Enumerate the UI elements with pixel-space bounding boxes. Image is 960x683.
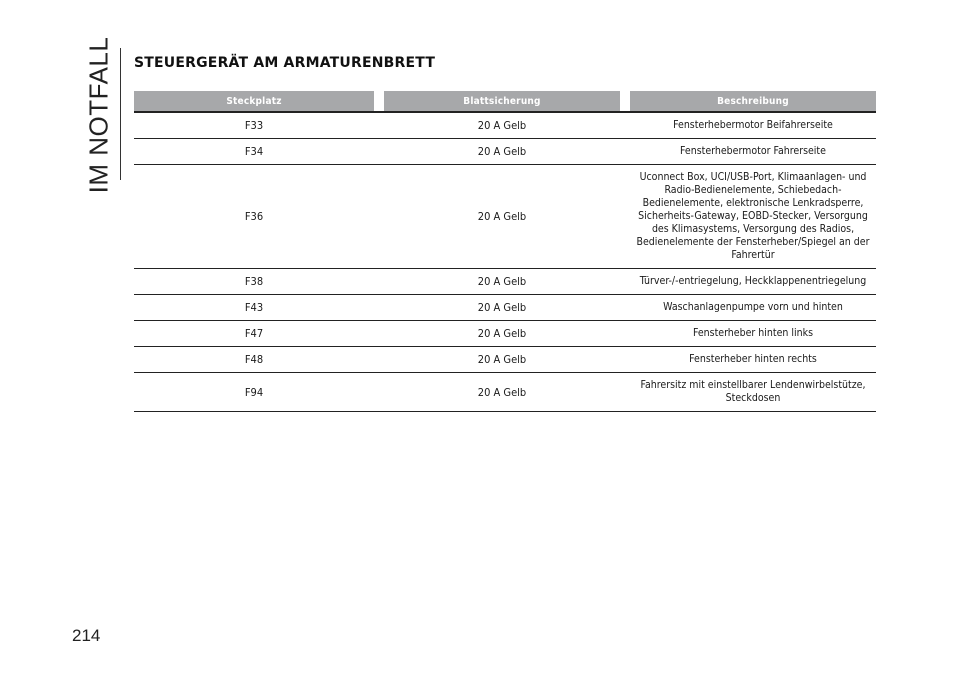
chapter-tab (74, 36, 124, 194)
fuse-cell: 20 A Gelb (374, 165, 630, 269)
slot-cell: F43 (134, 295, 374, 321)
table-row (134, 373, 876, 412)
description-cell: Fahrersitz mit einstellbarer Lendenwirbelstütze, Steckdosen (630, 373, 876, 412)
slot-cell: F48 (134, 347, 374, 373)
description-cell: Waschanlagenpumpe vorn und hinten (630, 295, 876, 321)
table-row (134, 347, 876, 373)
slot-cell: F47 (134, 321, 374, 347)
fuse-cell: 20 A Gelb (374, 347, 630, 373)
chapter-title: IM NOTFALL (83, 36, 114, 194)
table-row (134, 113, 876, 139)
table-row (134, 321, 876, 347)
fuse-cell: 20 A Gelb (374, 269, 630, 295)
slot-cell: F33 (134, 113, 374, 139)
description-cell: Fensterhebermotor Fahrerseite (630, 139, 876, 165)
chapter-divider (120, 48, 121, 180)
description-cell: Fensterheber hinten links (630, 321, 876, 347)
table-header-row (134, 91, 876, 112)
fuse-cell: 20 A Gelb (374, 113, 630, 139)
slot-cell: F34 (134, 139, 374, 165)
table-row (134, 269, 876, 295)
fuse-table (134, 91, 876, 412)
fuse-cell: 20 A Gelb (374, 373, 630, 412)
description-cell: Türver-/-entriegelung, Heckklappenentriegelung (630, 269, 876, 295)
table-row (134, 295, 876, 321)
page-number: 214 (72, 626, 101, 645)
description-cell: Fensterheber hinten rechts (630, 347, 876, 373)
fuse-cell: 20 A Gelb (374, 139, 630, 165)
description-cell: Uconnect Box, UCI/USB-Port, Klimaanlagen- und Radio-Bedienelemente, Schiebedach-Bedienelemente, elektronische Lenkradsperre, Sicherheits-Gateway, EOBD-Stecker, Versorgung des Klimasystems, Versorgung des Radios, Bedienelemente der Fensterheber/Spiegel an der Fahrertür (630, 165, 876, 269)
column-header-slot: Steckplatz (134, 91, 374, 112)
section-title: STEUERGERÄT AM ARMATURENBRETT (134, 55, 436, 71)
slot-cell: F38 (134, 269, 374, 295)
column-header-description: Beschreibung (630, 91, 876, 112)
description-cell: Fensterhebermotor Beifahrerseite (630, 113, 876, 139)
table-row (134, 139, 876, 165)
column-header-fuse: Blattsicherung (384, 91, 620, 112)
fuse-cell: 20 A Gelb (374, 321, 630, 347)
slot-cell: F94 (134, 373, 374, 412)
slot-cell: F36 (134, 165, 374, 269)
table-row (134, 165, 876, 269)
fuse-cell: 20 A Gelb (374, 295, 630, 321)
